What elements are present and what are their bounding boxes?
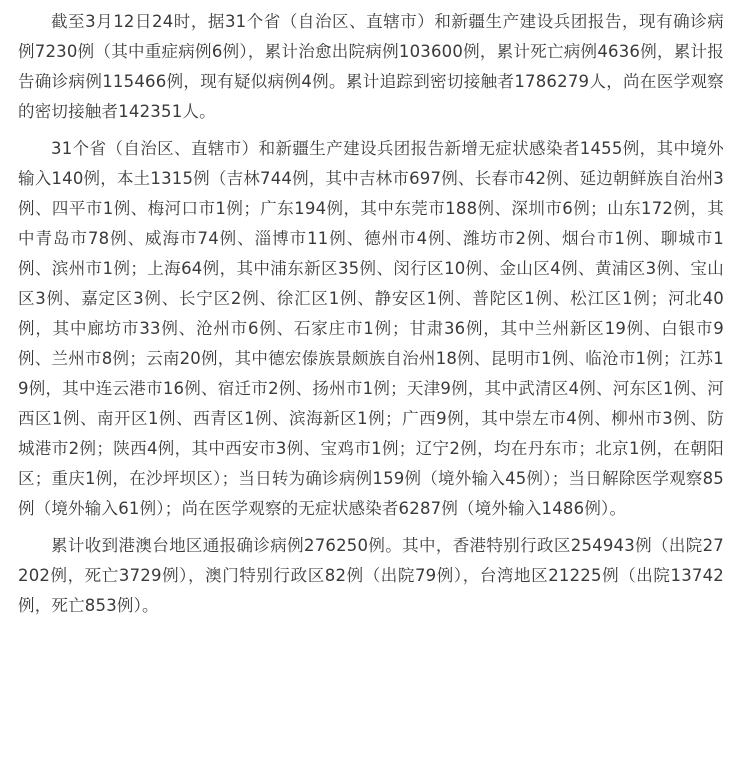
paragraph-hk-macau-taiwan: 累计收到港澳台地区通报确诊病例276250例。其中，香港特别行政区254943例（出院27202例，死亡3729例），澳门特别行政区82例（出院79例），台湾地区21225例（出院13742例，死亡853例）。 [18, 536, 724, 615]
paragraph-asymptomatic-infections: 31个省（自治区、直辖市）和新疆生产建设兵团报告新增无症状感染者1455例，其中境外输入140例，本土1315例（吉林744例，其中吉林市697例、长春市42例、延边朝鲜族自治州3例、四平市1例、梅河口市1例；广东194例，其中东莞市188例、深圳市6例；山东172例，其中青岛市78例、威海市74例、淄博市11例、德州市4例、潍坊市2例、烟台市1例、聊城市1例、滨州市1例；上海64例，其中浦东新区35例、闵行区10例、金山区4例、黄浦区3例、宝山区3例、嘉定区3例、长宁区2例、徐汇区1例、静安区1例、普陀区1例、松江区1例；河北40例，其中廊坊市33例、沧州市6例、石家庄市1例；甘肃36例，其中兰州新区19例、白银市9例、兰州市8例；云南20例，其中德宏傣族景颇族自治州18例、昆明市1例、临沧市1例；江苏19例，其中连云港市16例、宿迁市2例、扬州市1例；天津9例，其中武清区4例、河东区1例、河西区1例、南开区1例、西青区1例、滨海新区1例；广西9例，其中崇左市4例、柳州市3例、防城港市2例；陕西4例，其中西安市3例、宝鸡市1例；辽宁2例，均在丹东市；北京1例，在朝阳区；重庆1例，在沙坪坝区）；当日转为确诊病例159例（境外输入45例）；当日解除医学观察85例（境外输入61例）；尚在医学观察的无症状感染者6287例（境外输入1486例）。 [18, 139, 724, 518]
paragraph-confirmed-cases: 截至3月12日24时，据31个省（自治区、直辖市）和新疆生产建设兵团报告，现有确诊病例7230例（其中重症病例6例），累计治愈出院病例103600例，累计死亡病例4636例，累计报告确诊病例115466例，现有疑似病例4例。累计追踪到密切接触者1786279人，尚在医学观察的密切接触者142351人。 [18, 12, 724, 121]
